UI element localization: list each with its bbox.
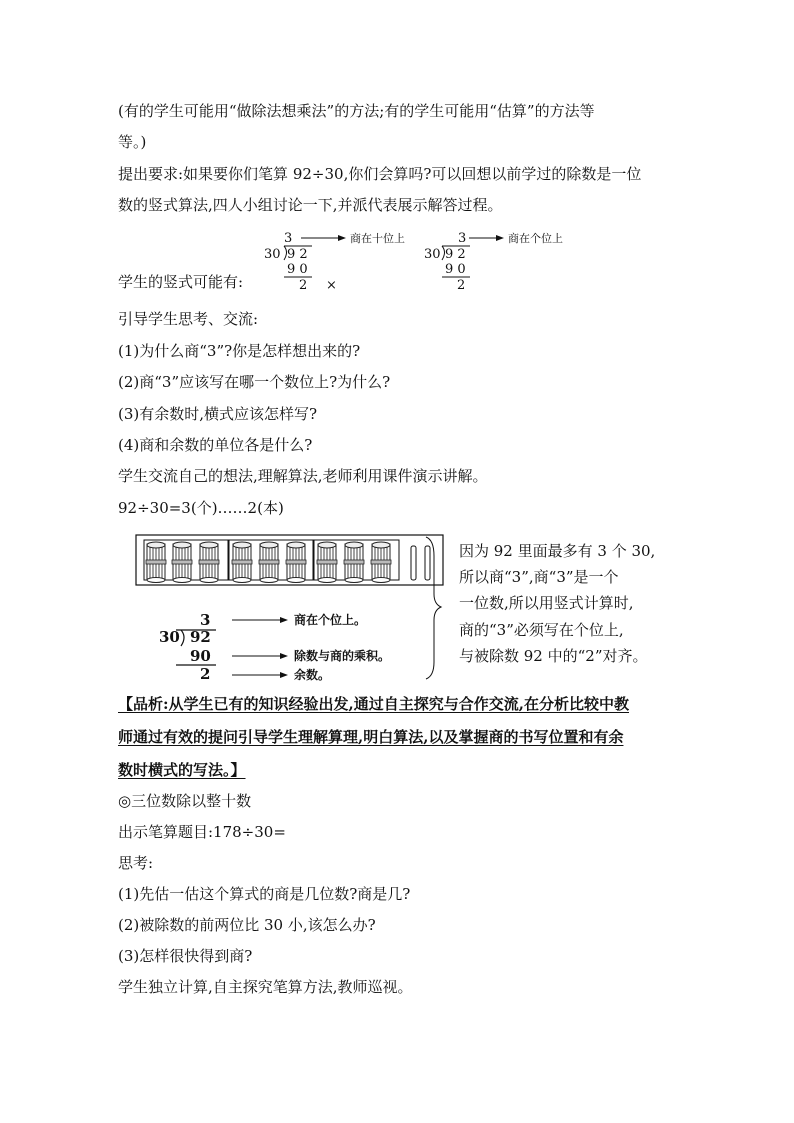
remainder: 2 [299, 278, 308, 293]
quotient: 3 [284, 231, 293, 246]
divisor: 30 [159, 628, 180, 646]
remainder: 2 [200, 665, 211, 683]
figure-arrows [232, 617, 288, 678]
wrong-mark: × [326, 278, 337, 293]
dividend: 92 [190, 628, 211, 646]
section-item: (2)被除数的前两位比 30 小,该怎么办? [118, 916, 376, 934]
dividend: 9 2 [445, 247, 466, 262]
section-task: 出示笔算题目:178÷30= [118, 823, 286, 841]
ten-bundle-icon [317, 542, 337, 583]
guide-item: (2)商“3”应该写在哪一个数位上?为什么? [118, 373, 391, 391]
dividend: 9 2 [287, 247, 308, 262]
explanation-line: 所以商“3”,商“3”是一个 [459, 568, 619, 586]
explanation-line: 因为 92 里面最多有 3 个 30, [459, 542, 656, 560]
guide-equation: 92÷30=3(个)……2(本) [118, 499, 284, 517]
comment-line: 数时横式的写法。】 [118, 761, 246, 779]
explanation-line: 一位数,所以用竖式计算时, [459, 594, 634, 612]
divisor: 30 [424, 247, 441, 262]
label-product: 除数与商的乘积。 [294, 649, 391, 663]
guide-item: (4)商和余数的单位各是什么? [118, 436, 313, 454]
explanation-line: 与被除数 92 中的“2”对齐。 [459, 647, 648, 665]
section-item: (3)怎样很快得到商? [118, 947, 253, 965]
ten-bundle-icon [259, 542, 279, 583]
product: 90 [190, 647, 211, 665]
remainder: 2 [457, 278, 466, 293]
note: 商在个位上 [508, 232, 563, 245]
ten-bundle-icon [232, 542, 252, 583]
guide-heading: 引导学生思考、交流: [118, 310, 259, 328]
vertical-intro: 学生的竖式可能有: [118, 273, 244, 291]
ten-bundle-icon [172, 542, 192, 583]
bundle-group-2 [232, 542, 306, 583]
comment-line: 师通过有效的提问引导学生理解算理,明白算法,以及掌握商的书写位置和有余 [118, 728, 624, 746]
explanation-line: 商的“3”必须写在个位上, [459, 621, 624, 639]
quotient: 3 [458, 231, 467, 246]
ten-bundle-icon [146, 542, 166, 583]
label-quotient: 商在个位上。 [294, 613, 367, 627]
text-line: 提出要求:如果要你们笔算 92÷30,你们会算吗?可以回想以前学过的除数是一位 [118, 165, 642, 183]
product: 9 0 [445, 262, 466, 277]
bundle-group-3 [317, 542, 391, 583]
section-think: 思考: [118, 854, 154, 872]
text-line: (有的学生可能用“做除法想乘法”的方法;有的学生可能用“估算”的方法等 [118, 102, 595, 120]
ten-bundle-icon [344, 542, 364, 583]
divisor: 30 [264, 247, 281, 262]
bundle-group-1 [146, 542, 219, 583]
quotient: 3 [200, 611, 211, 629]
section-item: (1)先估一估这个算式的商是几位数?商是几? [118, 885, 411, 903]
ten-bundle-icon [371, 542, 391, 583]
text-line: 数的竖式算法,四人小组讨论一下,并派代表展示解答过程。 [118, 196, 503, 214]
guide-summary: 学生交流自己的想法,理解算法,老师利用课件演示讲解。 [118, 467, 488, 485]
ten-bundle-icon [199, 542, 219, 583]
guide-item: (1)为什么商“3”?你是怎样想出来的? [118, 342, 361, 360]
comment-line: 【品析:从学生已有的知识经验出发,通过自主探究与合作交流,在分析比较中教 [118, 695, 629, 713]
label-remainder: 余数。 [294, 668, 331, 682]
note: 商在十位上 [350, 232, 405, 245]
ten-bundle-icon [286, 542, 306, 583]
product: 9 0 [287, 262, 308, 277]
guide-item: (3)有余数时,横式应该怎样写? [118, 405, 318, 423]
section-title: ◎三位数除以整十数 [118, 792, 252, 810]
section-closing: 学生独立计算,自主探究笔算方法,教师巡视。 [118, 978, 413, 996]
figure-division [159, 611, 216, 683]
text-line: 等。) [118, 133, 147, 151]
